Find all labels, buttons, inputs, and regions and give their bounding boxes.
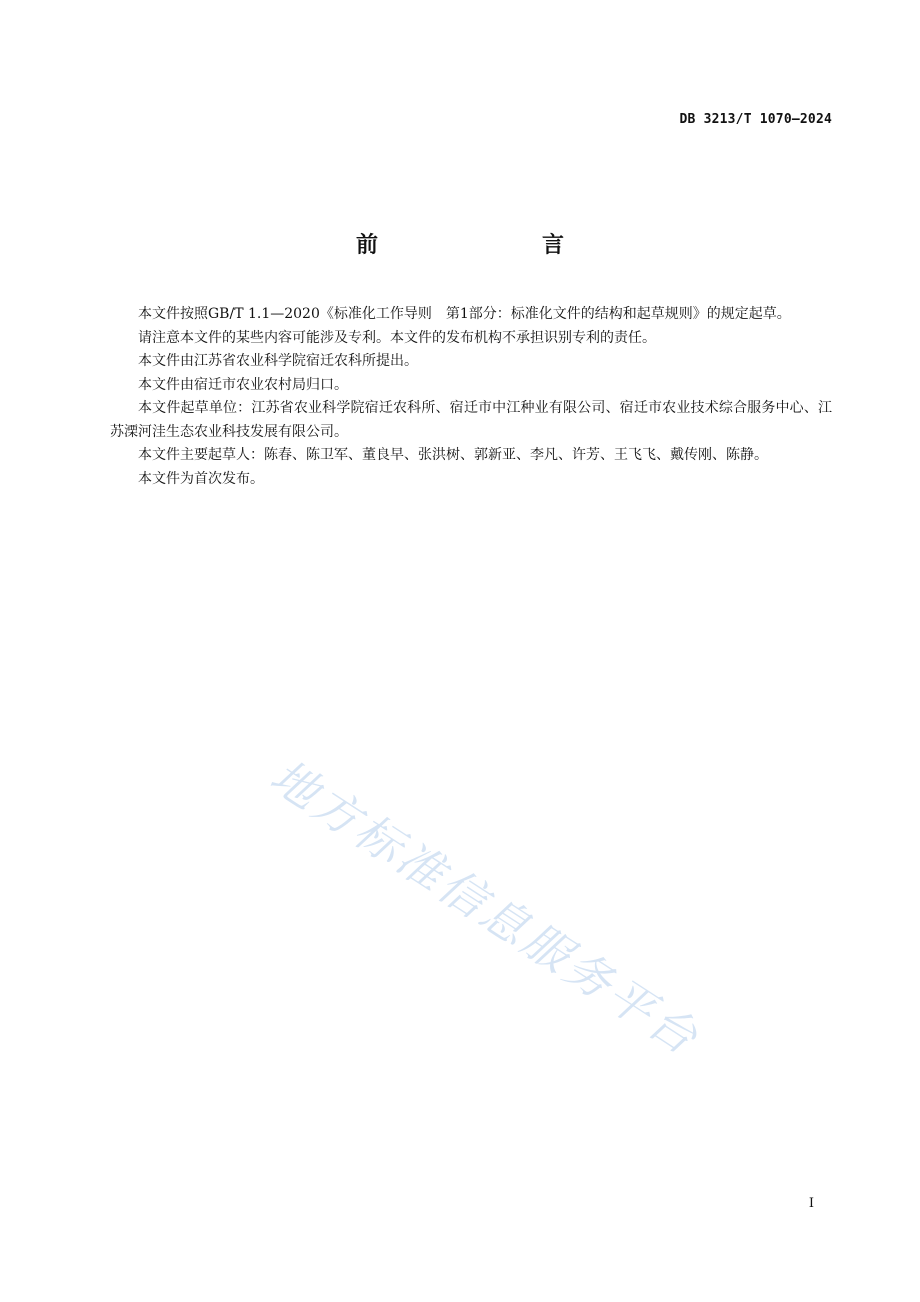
paragraph-main-drafters: 本文件主要起草人：陈春、陈卫军、董良早、张洪树、郭新亚、李凡、许芳、王飞飞、戴传刚、陈静。	[138, 447, 768, 463]
standard-number: DB 3213/T 1070—2024	[679, 112, 832, 127]
paragraph-patent-notice: 请注意本文件的某些内容可能涉及专利。本文件的发布机构不承担识别专利的责任。	[138, 329, 656, 346]
paragraph-drafting-rules: 本文件按照GB/T 1.1—2020《标准化工作导则 第1部分：标准化文件的结构和起草规则》的规定起草。	[138, 306, 791, 322]
watermark: 地方标准信息服务平台	[260, 748, 710, 1067]
paragraph-drafting-units: 本文件起草单位：江苏省农业科学院宿迁农科所、宿迁市中江种业有限公司、宿迁市农业技术综合服务中心、江苏溧河洼生态农业科技发展有限公司。	[110, 400, 832, 440]
page-number: I	[808, 1196, 814, 1211]
page-title: 前 言	[355, 233, 604, 258]
paragraph-first-release: 本文件为首次发布。	[138, 470, 264, 487]
paragraph-centralized-unit: 本文件由宿迁市农业农村局归口。	[138, 376, 348, 393]
paragraph-proposer: 本文件由江苏省农业科学院宿迁农科所提出。	[138, 353, 418, 369]
foreword-body	[110, 303, 832, 491]
